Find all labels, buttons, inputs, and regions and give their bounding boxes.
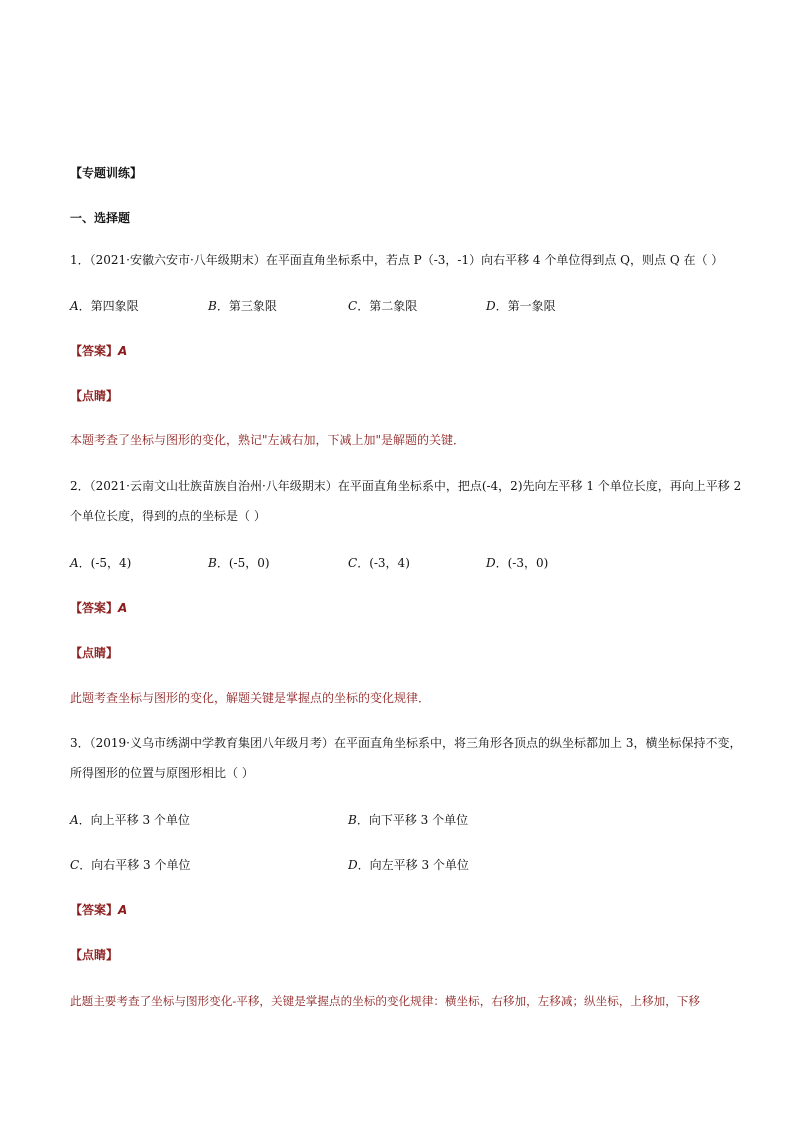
option-b: B．(-5，0) xyxy=(208,556,270,570)
part-title: 一、选择题 xyxy=(70,211,131,225)
option-c: C．向右平移 3 个单位 xyxy=(70,858,191,872)
option-c: C．(-3，4) xyxy=(348,556,410,570)
question-source: （2021·安徽六安市·八年级期末） xyxy=(89,253,266,267)
answer-3: 【答案】A xyxy=(70,903,128,917)
question-stem: 在平面直角坐标系中，把点(-4，2)先向左平移 1 个单位长度，再向上平移 2 xyxy=(337,479,742,493)
comment-text-1: 本题考查了坐标与图形的变化，熟记"左减右加，下减上加"是解题的关键． xyxy=(70,433,466,447)
question-stem: 在平面直角坐标系中，将三角形各顶点的纵坐标都加上 3，横坐标保持不变， xyxy=(334,736,742,750)
option-c: C．第二象限 xyxy=(348,299,418,313)
question-2-stem-line1 xyxy=(70,478,741,494)
option-d: D．向左平移 3 个单位 xyxy=(348,858,469,872)
question-2-stem-line2: 个单位长度，得到的点的坐标是（ ） xyxy=(70,509,266,523)
question-source: （2019·义乌市绣湖中学教育集团八年级月考） xyxy=(89,736,334,750)
question-3-stem-line1 xyxy=(70,735,741,751)
question-number: 2． xyxy=(70,479,90,493)
option-a: A．第四象限 xyxy=(70,299,139,313)
option-b: B．向下平移 3 个单位 xyxy=(348,813,469,827)
question-source: （2021·云南文山壮族苗族自治州·八年级期末） xyxy=(89,479,338,493)
question-number: 1． xyxy=(70,253,90,267)
option-d: D．(-3，0) xyxy=(486,556,549,570)
answer-2: 【答案】A xyxy=(70,601,128,615)
question-3-stem-line2: 所得图形的位置与原图形相比（ ） xyxy=(70,766,254,780)
comment-label-1: 【点睛】 xyxy=(70,389,119,403)
question-stem: 在平面直角坐标系中，若点 P（-3，-1）向右平移 4 个单位得到点 Q，则点 Q 在（ ） xyxy=(265,253,724,267)
section-title: 【专题训练】 xyxy=(70,166,143,180)
question-number: 3． xyxy=(70,736,90,750)
option-b: B．第三象限 xyxy=(208,299,277,313)
comment-label-2: 【点睛】 xyxy=(70,646,119,660)
question-1-stem xyxy=(70,252,723,268)
comment-text-3: 此题主要考查了坐标与图形变化-平移，关键是掌握点的坐标的变化规律：横坐标，右移加，左移减；纵坐标，上移加，下移 xyxy=(70,994,700,1008)
comment-label-3: 【点睛】 xyxy=(70,948,119,962)
answer-1: 【答案】A xyxy=(70,344,128,358)
option-a: A．(-5，4) xyxy=(70,556,132,570)
comment-text-2: 此题考查坐标与图形的变化，解题关键是掌握点的坐标的变化规律． xyxy=(70,691,431,705)
option-d: D．第一象限 xyxy=(486,299,556,313)
option-a: A．向上平移 3 个单位 xyxy=(70,813,190,827)
